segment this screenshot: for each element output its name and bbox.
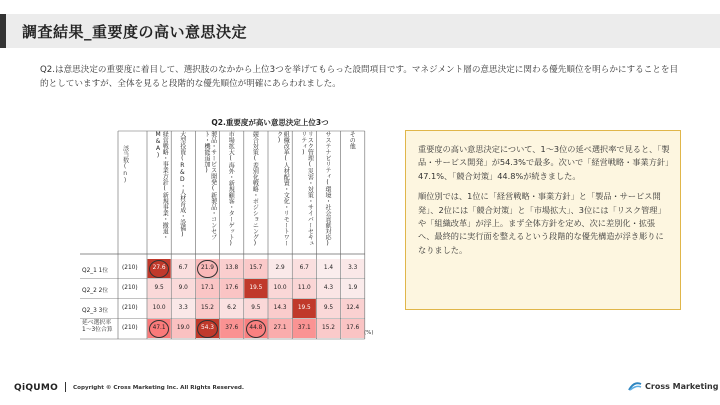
table-cell-value: 17.6 — [346, 325, 360, 331]
table-cell-value: 19.5 — [249, 285, 263, 291]
table-cell-value: 9.5 — [251, 305, 261, 311]
qiqumo-logo: QiQUMO — [14, 383, 59, 393]
table-cell-value: 37.6 — [225, 325, 239, 331]
column-header: その他 — [348, 131, 356, 149]
lead-paragraph: Q2.は意思決定の重要度に着目して、選択肢のなかから上位3つを挙げてもらった設問項目です。マネジメント層の意思決定に関わる優先順位を明らかにすることを目的としていますが、全体を見ると段階的な優先順位が明確にあらわれました。 — [40, 65, 679, 89]
table-cell-value: 3.3 — [178, 305, 188, 311]
table-cell-value: 54.3 — [201, 325, 214, 331]
column-header: 経営戦略・事業方針(新規事業・撤退・M&A) — [154, 131, 169, 240]
table-cell-value: 4.3 — [323, 285, 334, 291]
table-cell-value: 37.1 — [297, 325, 311, 331]
highlight-oval — [149, 320, 169, 338]
column-header: 製品・サービス開発(新製品・コンセプト・機能追加) — [202, 131, 217, 240]
column-header: 組織改革(人材配置・文化・リモートワーク) — [275, 131, 290, 246]
n-cell: (210) — [122, 325, 138, 331]
insight-note-paragraph-2: 順位別では、1位に「経営戦略・事業方針」と「製品・サービス開発」、2位には「競合対策」と「市場拡大」、3位には「リスク管理」や「組織改革」が浮上。まず全体方針を定め、次に差別化・拡張へ、最終的に実行面を整えるという段階的な優先構造が浮き彫りになりました。 — [418, 191, 666, 255]
table-cell-value: 10.0 — [273, 285, 287, 291]
table-cell-value: 9.5 — [323, 305, 334, 311]
page-title: 調査結果_重要度の高い意思決定 — [22, 23, 248, 41]
table-cell-value: 19.5 — [297, 305, 311, 311]
n-column-header: 該当数(n) — [121, 145, 129, 184]
insight-note-box — [405, 130, 681, 310]
table-cell-value: 1.9 — [348, 285, 358, 291]
footer-separator — [65, 382, 66, 392]
table-cell-value: 13.8 — [225, 265, 239, 271]
column-header: 大型投資(R&D・人材育成・設備) — [178, 131, 186, 238]
table-cell-value: 10.0 — [152, 305, 166, 311]
column-header: 競合対策(差別化戦略・ポジショニング) — [251, 131, 259, 247]
table-cell-value: 14.3 — [273, 305, 287, 311]
table-cell-value: 9.5 — [154, 285, 164, 291]
table-cell-value: 12.4 — [346, 305, 360, 311]
table-cell-value: 1.4 — [323, 265, 334, 271]
table-cell-value: 27.6 — [152, 265, 166, 271]
n-cell: (210) — [122, 305, 138, 311]
highlight-oval — [197, 320, 217, 338]
table-cell-value: 17.6 — [225, 285, 239, 291]
column-header: 市場拡大(海外・新規顧客・ターゲット) — [227, 131, 235, 247]
row-label: 延べ選択率 1〜3位合算 — [82, 320, 113, 333]
column-header: サステナビリティ(環境・社会貢献対応) — [323, 131, 331, 247]
table-cell-value: 6.7 — [299, 265, 309, 271]
table-cell-value: 11.0 — [297, 285, 311, 291]
table-cell-value: 3.3 — [348, 265, 358, 271]
table-cell-value: 27.1 — [273, 325, 287, 331]
percent-unit-label: (%) — [364, 330, 374, 336]
table-cell-value: 19.0 — [176, 325, 190, 331]
n-cell: (210) — [122, 285, 138, 291]
table-cell-value: 6.7 — [178, 265, 188, 271]
table-cell-value: 15.2 — [201, 305, 214, 311]
n-cell: (210) — [122, 265, 138, 271]
row-label: Q2_3 3位 — [82, 308, 109, 314]
table-cell-value: 2.9 — [275, 265, 285, 271]
highlight-oval — [197, 260, 217, 278]
table-cell-value: 15.7 — [249, 265, 263, 271]
column-header: リスク管理(災害・対策・サイバーセキュリティ) — [299, 131, 314, 246]
table-cell-value: 47.1 — [152, 325, 166, 331]
cross-marketing-logo-icon — [628, 381, 642, 391]
chart-title: Q2.重要度が高い意思決定上位3つ — [211, 118, 329, 127]
copyright-text: Copyright © Cross Marketing Inc. All Rights Reserved. — [73, 385, 245, 391]
row-label: Q2_1 1位 — [82, 268, 109, 274]
table-cell-value: 9.0 — [178, 285, 188, 291]
table-cell-value: 21.9 — [201, 265, 214, 271]
table-cell-value: 44.8 — [249, 325, 263, 331]
cross-marketing-brand — [628, 381, 718, 391]
row-label: Q2_2 2位 — [82, 288, 109, 294]
highlight-oval — [246, 320, 266, 338]
table-cell-value: 17.1 — [201, 285, 214, 291]
table-cell-value: 15.2 — [322, 325, 335, 331]
highlight-oval — [149, 260, 169, 278]
insight-note-paragraph-1: 重要度の高い意思決定について、1〜3位の延べ選択率で見ると、「製品・サービス開発」が54.3%で最多。次いで「経営戦略・事業方針」47.1%、「競合対策」44.8%が続きました。 — [418, 144, 670, 181]
brand-name: Cross Marketing — [645, 381, 719, 391]
table-cell-value: 6.2 — [227, 305, 237, 311]
